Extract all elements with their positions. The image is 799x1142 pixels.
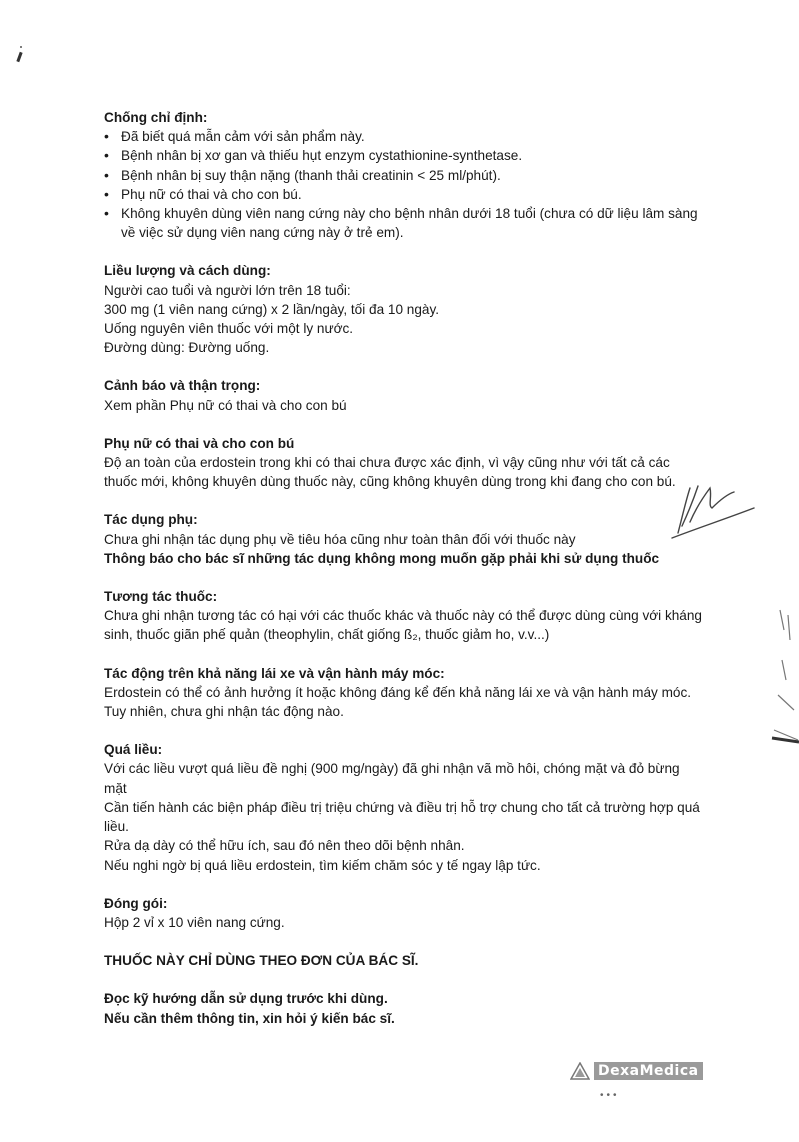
scan-tick-mark: [16, 52, 22, 62]
side-effects-notice: Thông báo cho bác sĩ những tác dụng không mong muốn gặp phải khi sử dụng thuốc: [104, 550, 660, 566]
overdose-line: Rửa dạ dày có thể hữu ích, sau đó nên theo dõi bệnh nhân.: [104, 838, 465, 854]
interactions-text: Chưa ghi nhận tương tác có hại với các thuốc khác và thuốc này có thể được dùng cùng với kháng sinh, thuốc giãn phế quản (theophylin, chất giống ß₂, thuốc giảm ho, v.v...): [104, 608, 702, 643]
interactions-section: [104, 587, 704, 645]
warnings-section: [104, 376, 704, 414]
overdose-line: Với các liều vượt quá liều đề nghị (900 mg/ngày) đã ghi nhận vã mồ hôi, chóng mặt và đỏ bừng mặt: [104, 761, 680, 796]
list-item: • Không khuyên dùng viên nang cứng này cho bệnh nhân dưới 18 tuổi (chưa có dữ liệu lâm sàng về việc sử dụng viên nang cứng này ở trẻ em).: [121, 204, 704, 242]
pregnancy-text: Độ an toàn của erdostein trong khi có thai chưa được xác định, vì vậy cũng như với tất cả các thuốc mới, không khuyên dùng thuốc này, cũng không khuyên dùng trong khi đang cho con bú.: [104, 455, 676, 490]
driving-text: Erdostein có thể có ảnh hưởng ít hoặc không đáng kể đến khả năng lái xe và vận hành máy móc. Tuy nhiên, chưa ghi nhận tác động nào.: [104, 684, 692, 720]
contraindications-list: [104, 127, 704, 242]
overdose-line: Cần tiến hành các biện pháp điều trị triệu chứng và điều trị hỗ trợ chung cho tất cả trường hợp quá liều.: [104, 799, 700, 835]
contraindications-section: [104, 108, 704, 242]
logo-wordmark: DexaMedica: [594, 1062, 703, 1080]
dosage-section: [104, 261, 704, 357]
warnings-heading: Cảnh báo và thận trọng:: [104, 378, 261, 394]
list-item: • Đã biết quá mẫn cảm với sản phẩm này.: [121, 127, 704, 146]
dosage-line: Đường dùng: Đường uống.: [104, 340, 270, 356]
packaging-heading: Đóng gói:: [104, 895, 168, 911]
pregnancy-heading: Phụ nữ có thai và cho con bú: [104, 435, 295, 451]
overdose-heading: Quá liều:: [104, 742, 163, 758]
contraindications-heading: Chống chỉ định:: [104, 110, 208, 125]
list-item: • Bệnh nhân bị suy thận nặng (thanh thải creatinin < 25 ml/phút).: [121, 166, 704, 185]
warnings-text: Xem phần Phụ nữ có thai và cho con bú: [104, 397, 347, 413]
final-notice-line: Đọc kỹ hướng dẫn sử dụng trước khi dùng.: [104, 991, 388, 1007]
scan-edge-marks: [760, 600, 799, 750]
side-effects-text: Chưa ghi nhận tác dụng phụ về tiêu hóa cũng như toàn thân đối với thuốc này: [104, 531, 576, 547]
triangle-logo-icon: [570, 1062, 590, 1080]
company-logo: [570, 1062, 703, 1080]
dosage-heading: Liều lượng và cách dùng:: [104, 263, 271, 279]
driving-heading: Tác động trên khả năng lái xe và vận hành máy móc:: [104, 665, 445, 681]
dosage-line: Uống nguyên viên thuốc với một ly nước.: [104, 321, 354, 337]
prescription-notice: THUỐC NÀY CHỈ DÙNG THEO ĐƠN CỦA BÁC SĨ.: [104, 953, 419, 969]
final-notice-section: [104, 989, 704, 1027]
packaging-text: Hộp 2 vỉ x 10 viên nang cứng.: [104, 914, 285, 930]
driving-section: [104, 664, 704, 722]
pregnancy-section: [104, 434, 704, 492]
dosage-line: 300 mg (1 viên nang cứng) x 2 lần/ngày, tối đa 10 ngày.: [104, 301, 440, 317]
dosage-line: Người cao tuổi và người lớn trên 18 tuổi:: [104, 282, 351, 298]
scan-dot-mark: [20, 46, 22, 48]
side-effects-section: [104, 510, 704, 568]
final-notice-line: Nếu cần thêm thông tin, xin hỏi ý kiến bác sĩ.: [104, 1010, 395, 1026]
overdose-section: [104, 740, 704, 874]
list-item: • Bệnh nhân bị xơ gan và thiếu hụt enzym cystathionine-synthetase.: [121, 146, 704, 165]
side-effects-heading: Tác dụng phụ:: [104, 512, 198, 528]
overdose-line: Nếu nghi ngờ bị quá liều erdostein, tìm kiếm chăm sóc y tế ngay lập tức.: [104, 857, 541, 873]
list-item: • Phụ nữ có thai và cho con bú.: [121, 185, 704, 204]
interactions-heading: Tương tác thuốc:: [104, 589, 218, 605]
logo-dots: •••: [600, 1090, 620, 1101]
packaging-section: [104, 894, 704, 932]
signature-mark: [668, 478, 758, 548]
document-page: [104, 108, 704, 1047]
prescription-notice-section: [104, 951, 704, 970]
